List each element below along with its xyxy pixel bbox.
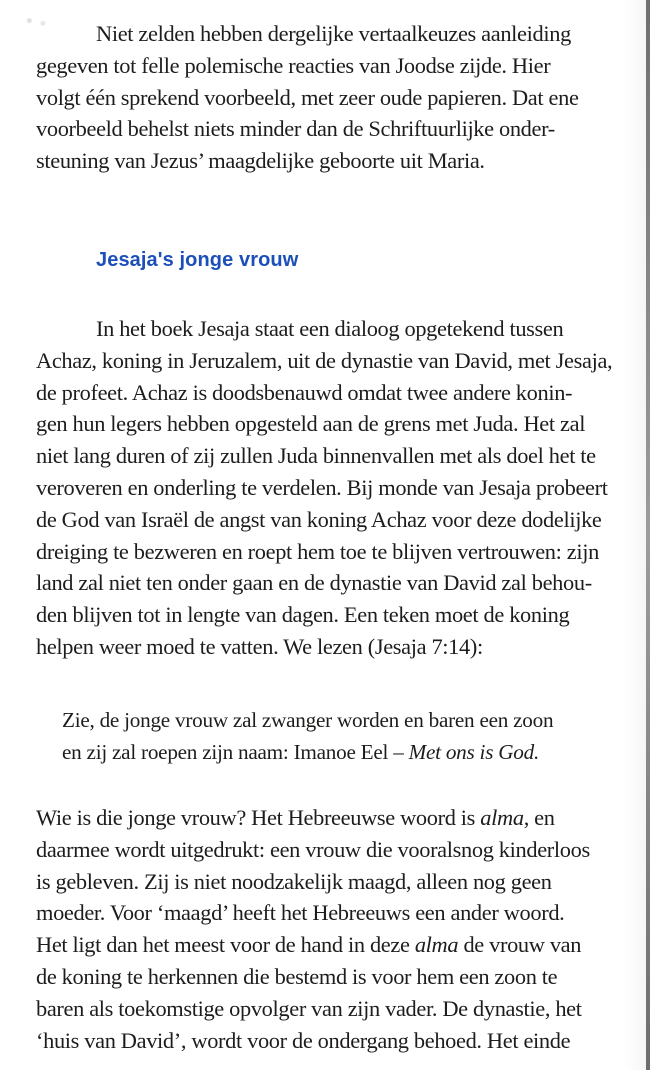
text-line: moeder. Voor ‘maagd’ heeft het Hebreeuws een ander woord.	[36, 900, 565, 926]
text-segment: Het ligt dan het meest voor de hand in deze	[36, 932, 415, 958]
text-segment: de vrouw van	[458, 932, 582, 958]
alma-paragraph	[36, 802, 616, 1056]
quote-line: Zie, de jonge vrouw zal zwanger worden en baren een zoon	[62, 708, 554, 732]
text-line: daarmee wordt uitgedrukt: een vrouw die vooralsnog kinderloos	[36, 836, 590, 862]
text-line: de koning te herkennen die bestemd is voor hem een zoon te	[36, 963, 558, 989]
page-edge-shadow	[646, 0, 650, 1070]
text-line: voorbeeld behelst niets minder dan de Schriftuurlijke onder-	[36, 116, 555, 142]
scripture-quote	[62, 704, 612, 768]
jesaja-paragraph	[36, 313, 616, 663]
paragraph-text	[36, 313, 616, 663]
text-line: In het boek Jesaja staat een dialoog opgetekend tussen	[96, 316, 564, 341]
opening-paragraph	[36, 18, 616, 177]
text-line: niet lang duren of zij zullen Juda binnenvallen met als doel het te	[36, 443, 596, 469]
italic-term: alma	[480, 805, 524, 830]
text-line: gen hun legers hebben opgesteld aan de grens met Juda. Het zal	[36, 411, 586, 437]
text-line: helpen weer moed te vatten. We lezen (Jesaja 7:14):	[36, 633, 483, 659]
text-line: baren als toekomstige opvolger van zijn vader. De dynastie, het	[36, 995, 582, 1021]
text-line: den blijven tot in lengte van dagen. Een teken moet de koning	[36, 602, 570, 628]
text-line: de God van Israël de angst van koning Achaz voor deze dodelijke	[36, 506, 602, 532]
text-line: dreiging te bezweren en roept hem toe te blijven vertrouwen: zijn	[36, 538, 599, 564]
text-line: is gebleven. Zij is niet noodzakelijk maagd, alleen nog geen	[36, 868, 552, 894]
text-line: veroveren en onderling te verdelen. Bij monde van Jesaja probeert	[36, 474, 608, 500]
text-segment: , en	[523, 805, 555, 830]
quote-line	[62, 736, 612, 768]
italic-term: alma	[414, 932, 459, 958]
text-line	[36, 929, 616, 961]
quote-text: en zij zal roepen zijn naam: Imanoe Eel –	[62, 740, 409, 764]
section-heading: Jesaja's jonge vrouw	[96, 249, 299, 271]
text-line: land zal niet ten onder gaan en de dynastie van David zal behou-	[36, 570, 592, 596]
paragraph-text	[36, 802, 616, 1056]
text-line: volgt één sprekend voorbeeld, met zeer oude papieren. Dat ene	[36, 84, 579, 110]
text-line: ‘huis van David’, wordt voor de ondergang behoed. Het einde	[36, 1027, 571, 1053]
text-line: Niet zelden hebben dergelijke vertaalkeuzes aanleiding	[96, 21, 571, 46]
text-line: Achaz, koning in Jeruzalem, uit de dynastie van David, met Jesaja,	[36, 347, 613, 373]
text-line	[36, 802, 616, 834]
paragraph-text	[36, 18, 616, 177]
text-line: steuning van Jezus’ maagdelijke geboorte uit Maria.	[36, 148, 485, 174]
text-segment: Wie is die jonge vrouw? Het Hebreeuwse woord is	[36, 805, 481, 830]
text-line: de profeet. Achaz is doodsbenauwd omdat twee andere konin-	[36, 379, 573, 405]
quote-italic-text: Met ons is God.	[408, 740, 540, 764]
text-line: gegeven tot felle polemische reacties van Joodse zijde. Hier	[36, 52, 551, 78]
